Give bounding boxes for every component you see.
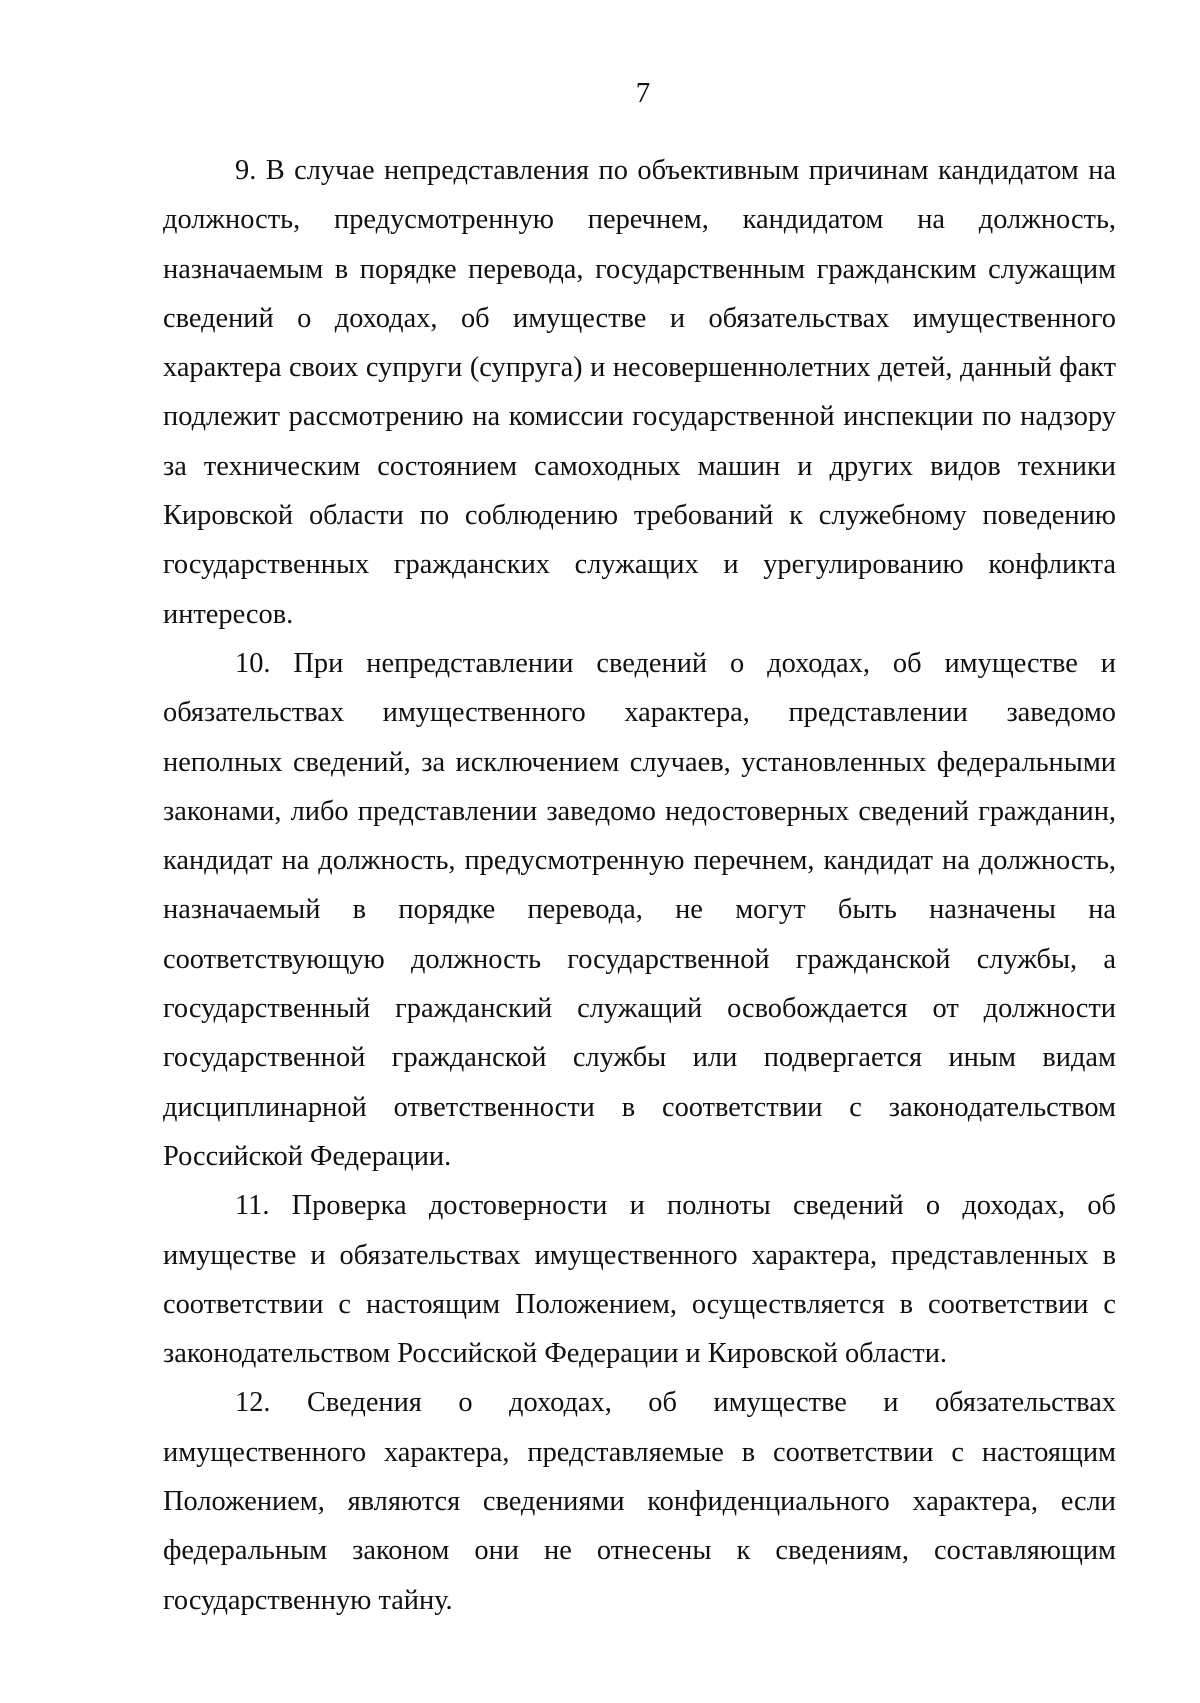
paragraph-11: 11. Проверка достоверности и полноты сведений о доходах, об имуществе и обязательствах имущественного характера, представленных в соответствии с настоящим Положением, осуществляется в соответствии с законодательством Российской Федерации и Кировской области. [163,1190,1116,1370]
paragraph-9: 9. В случае непредставления по объективным причинам кандидатом на должность, предусмотренную перечнем, кандидатом на должность, назначаемым в порядке перевода, государственным гражданским служащим сведений о доходах, об имуществе и обязательствах имущественного характера своих супруги (супруга) и несовершеннолетних детей, данный факт подлежит рассмотрению на комиссии государственной инспекции по надзору за техническим состоянием самоходных машин и других видов техники Кировской области по соблюдению требований к служебному поведению государственных гражданских служащих и урегулированию конфликта интересов. [163,155,1116,630]
paragraph-10: 10. При непредставлении сведений о доходах, об имуществе и обязательствах имущественного характера, представлении заведомо неполных сведений, за исключением случаев, установленных федеральными законами, либо представлении заведомо недостоверных сведений гражданин, кандидат на должность, предусмотренную перечнем, кандидат на должность, назначаемый в порядке перевода, не могут быть назначены на соответствующую должность государственной гражданской службы, а государственный гражданский служащий освобождается от должности государственной гражданской службы или подвергается иным видам дисциплинарной ответственности в соответствии с законодательством Российской Федерации. [163,647,1116,1172]
document-body [163,146,1116,1625]
paragraph-12: 12. Сведения о доходах, об имуществе и обязательствах имущественного характера, представляемые в соответствии с настоящим Положением, являются сведениями конфиденциального характера, если федеральным законом они не отнесены к сведениям, составляющим государственную тайну. [163,1387,1116,1616]
page-number: 7 [635,77,651,109]
